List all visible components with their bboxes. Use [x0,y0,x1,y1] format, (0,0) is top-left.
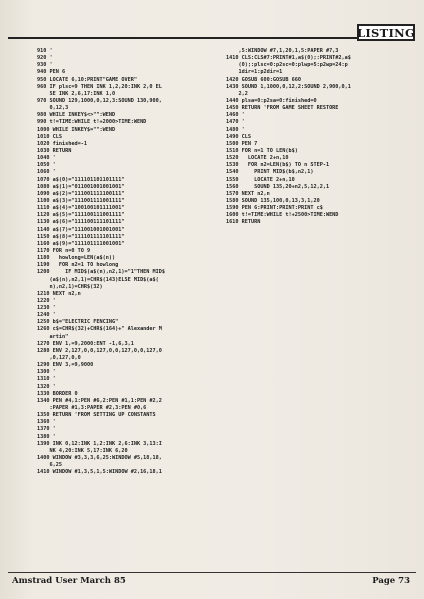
code-line: 910 ' [37,48,53,54]
code-line: 1570 NEXT n2,n [226,190,270,197]
page-number: Page 73 [372,576,410,586]
code-line: 1310 ' [37,376,56,383]
code-line: 920 ' [37,55,53,62]
code-line: 1270 ENV 1,=9,2000:ENT -1,6,3,1 [37,340,134,347]
code-line: 1090 a$(2)="111001111100111" [37,190,125,197]
code-line: 1390 INK 0,12:INK 1,2:INK 2,6:INK 3,13:I [37,440,162,447]
code-line: ,5:WINDOW #7,1,20,1,5:PAPER #7,3 [226,48,339,54]
code-line: 1480 ' [226,126,245,133]
code-line: 6,25 [37,462,62,469]
code-line: 970 SOUND 129,1000,0,12,3:SOUND 130,900, [37,97,162,104]
code-line: 1350 RETURN 'FROM SETTING UP CONSTANTS [37,412,156,419]
code-line: 1470 ' [226,119,245,126]
code-line: 990 t!=TIME:WHILE t!+2000>TIME:WEND [37,119,147,126]
code-line: 1000 WHILE INKEY$="":WEND [37,126,116,133]
section-label: LISTING [356,25,416,40]
code-line: 1120 a$(5)="111100111001111" [37,212,125,219]
code-line: 1300 ' [37,369,56,376]
code-line: 1600 t!=TIME:WHILE t!+2500>TIME:WEND [226,212,339,219]
code-line: 1150 a$(8)="111101111101111" [37,233,125,240]
code-line: 940 PEN 6 [37,69,66,76]
header-rule [8,37,358,39]
listing-right-column [226,48,416,227]
code-line: 1190 FOR n2=1 TO howlong [37,262,119,269]
code-line: 1200 IF MID$(a$(n),n2,1)="1"THEN MID$ [37,269,166,276]
code-line: 1550 LOCATE 2+n,10 [226,176,295,183]
code-line: n),n2,1)=CHR$(32) [37,283,103,290]
code-line: 1030 RETURN [37,147,72,154]
code-line: 1250 b$="ELECTRIC FENCING" [37,319,119,326]
code-line: 1410 WINDOW #1,3,5,1,5:WINDOW #2,16,18,1 [37,469,162,476]
code-line: 1560 SOUND 135,20+n2,5,12,2,1 [226,183,330,190]
code-line: 1110 a$(4)="100100101111001" [37,205,125,212]
code-line: 1160 a$(9)="111101111001001" [37,240,125,247]
code-line: 1400 WINDOW #3,3,3,6,25:WINDOW #5,18,18, [37,455,162,462]
code-line: 1130 a$(6)="111100111101111" [37,219,125,226]
code-line: 1180 howlong=LEN(a$(n)) [37,255,116,262]
code-line: 1540 PRINT MID$(b$,n2,1) [226,169,314,176]
code-line: 1430 SOUND 1,1000,0,12,2:SOUND 2,900,0,1 [226,83,351,90]
code-line: 1410 CLS:CLS#7:PRINT#1,a$(0);:PRINT#2,a$ [226,55,351,62]
code-line: (0);:plsc=0:p2sc=0:plwp=5:p2wp=24:p [226,62,348,69]
code-line: 950 LOCATE 6,10:PRINT"GAME OVER" [37,76,137,83]
code-line: 1040 ' [37,155,56,162]
code-line: 1450 RETURN 'FROM GAME SHEET RESTORE [226,105,339,112]
code-line: 0,12,3 [37,105,69,112]
code-line: 1140 a$(7)="111001001001001" [37,226,125,233]
code-line: 1010 CLS [37,133,62,140]
listing-left-column [37,48,217,476]
code-line: 980 WHILE INKEY$<>"":WEND [37,112,116,119]
magazine-issue: Amstrad User March 85 [12,576,126,586]
code-line: 1520 LOCATE 2+n,10 [226,155,289,162]
code-line: SE INK 2,6,17:INK 1,0 [37,90,116,97]
code-line: 1020 finished=-1 [37,140,87,147]
code-line: 1530 FOR n2=LEN(b$) TO n STEP-1 [226,162,330,169]
code-line: (a$(n),n2,1)=CHR$(143)ELSE MID$(a$( [37,276,159,283]
code-line: 1290 ENV 3,=9,9000 [37,362,94,369]
code-line: 1420 GOSUB 600:GOSUB 660 [226,76,301,83]
code-line: 1230 ' [37,305,56,312]
code-line: 1320 ' [37,383,56,390]
code-line: 1170 FOR n=0 TO 9 [37,247,91,254]
code-line: 960 IF plsc=9 THEN INK 1,2,20:INK 2,0 EL [37,83,162,90]
code-line: NK 4,20:INK 5,17:INK 6,20 [37,447,128,454]
code-line: 1070 a$(0)="111101101101111" [37,176,125,183]
code-line: 1330 BORDER 0 [37,390,78,397]
code-line: 1050 ' [37,162,56,169]
code-line: artin" [37,333,69,340]
code-line: 1240 ' [37,312,56,319]
code-line: 1370 ' [37,426,56,433]
code-line: 1080 a$(1)="011001001001001" [37,183,125,190]
code-line: 1380 ' [37,433,56,440]
code-line: :PAPER #1,3:PAPER #2,3:PEN #0,6 [37,405,147,412]
code-line: 1610 RETURN [226,219,261,226]
code-line: 1580 SOUND 135,100,0,13,3,1,20 [226,197,320,204]
code-line: 1340 PEN #4,1:PEN #6,2:PEN #1,1:PEN #2,2 [37,397,162,404]
code-line: 1100 a$(3)="111001111001111" [37,197,125,204]
code-line: 930 ' [37,62,53,69]
code-line: 1460 ' [226,112,245,119]
code-line: 1500 PEN 7 [226,140,258,147]
code-line: 1dir=1:p2dir=1 [226,69,283,76]
code-line: ,0,127,0,0 [37,355,81,362]
footer-rule [8,572,416,573]
code-line: 1440 plsa=0:p2sa=0:finished=0 [226,97,317,104]
code-line: 1260 c$=CHR$(32)+CHR$(164)+" Alexander M [37,326,162,333]
code-line: 1280 ENV 2,127,0,0,127,0,0,127,0,0,127,0 [37,347,162,354]
code-line: 1360 ' [37,419,56,426]
code-line: 1220 ' [37,297,56,304]
code-line: 2,2 [226,90,248,97]
code-line: 1210 NEXT n2,n [37,290,81,297]
code-line: 1510 FOR n=1 TO LEN(b$) [226,147,298,154]
code-line: 1060 ' [37,169,56,176]
code-line: 1590 PEN 6:PRINT:PRINT:PRINT c$ [226,205,323,212]
code-line: 1490 CLS [226,133,251,140]
